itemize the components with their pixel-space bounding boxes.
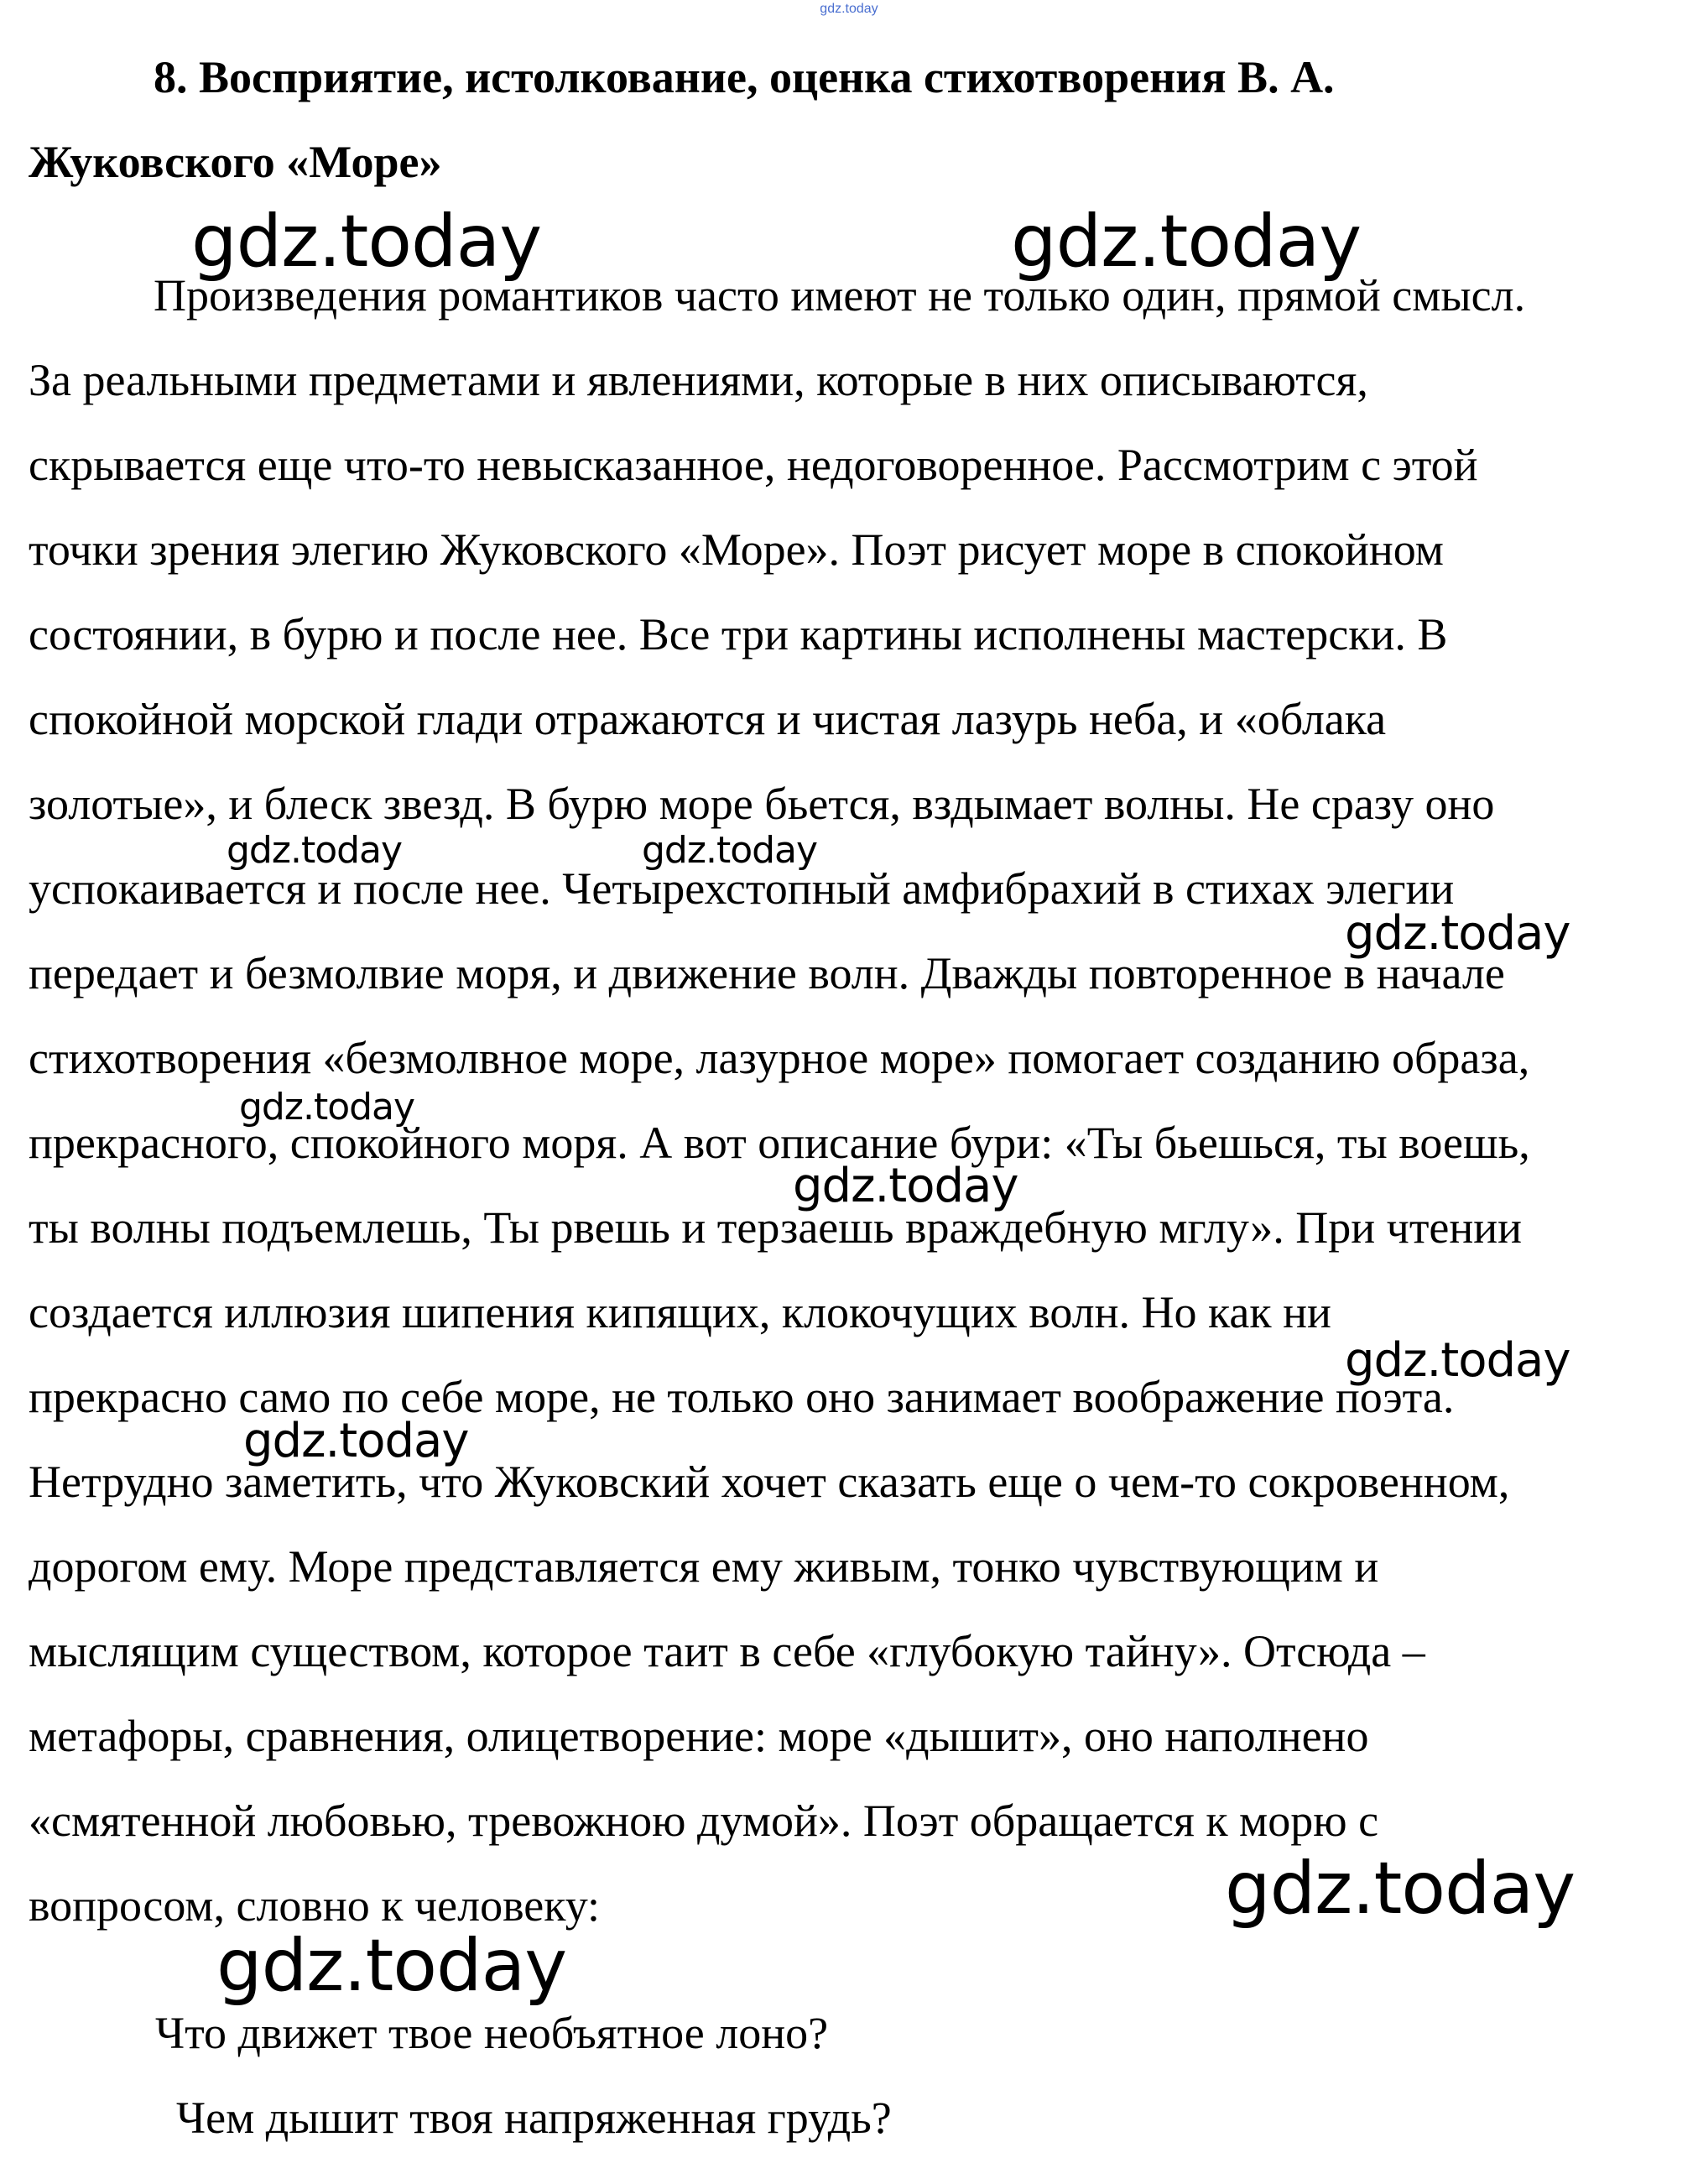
poem-line: Что движет твое необъятное лоно? xyxy=(155,2008,829,2058)
paragraph-line: метафоры, сравнения, олицетворение: море «дышит», оно наполнено xyxy=(29,1711,1369,1761)
paragraph-line: мыслящим существом, которое таит в себе «глубокую тайну». Отсюда – xyxy=(29,1626,1425,1676)
watermark: gdz.today xyxy=(216,1924,567,2008)
watermark: gdz.today xyxy=(1225,1847,1576,1931)
paragraph-line: прекрасно само по себе море, не только оно занимает воображение поэта. xyxy=(29,1372,1455,1422)
watermark: gdz.today xyxy=(642,829,818,872)
watermark: gdz.today xyxy=(227,829,403,872)
watermark: gdz.today xyxy=(239,1086,415,1128)
paragraph-line: спокойной морской глади отражаются и чистая лазурь неба, и «облака xyxy=(29,694,1387,744)
watermark: gdz.today xyxy=(793,1159,1018,1213)
poem-line: Чем дышит твоя напряженная грудь? xyxy=(176,2093,892,2143)
top-watermark: gdz.today xyxy=(820,2,878,16)
paragraph-line: вопросом, словно к человеку: xyxy=(29,1880,601,1931)
paragraph-line: «смятенной любовью, тревожною думой». Поэт обращается к морю с xyxy=(29,1796,1379,1846)
paragraph-line: точки зрения элегию Жуковского «Море». Поэт рисует море в спокойном xyxy=(29,524,1444,575)
watermark: gdz.today xyxy=(1345,1333,1570,1388)
paragraph-line: передает и безмолвие моря, и движение волн. Дважды повторенное в начале xyxy=(29,948,1505,998)
title-line-2: Жуковского «Море» xyxy=(29,137,442,187)
paragraph-line: золотые», и блеск звезд. В бурю море бьется, вздымает волны. Не сразу оно xyxy=(29,779,1495,829)
paragraph-line: Произведения романтиков часто имеют не только один, прямой смысл. xyxy=(154,270,1526,321)
watermark: gdz.today xyxy=(1345,906,1570,961)
paragraph-line: дорогом ему. Море представляется ему живым, тонко чувствующим и xyxy=(29,1541,1379,1592)
paragraph-line: ты волны подъемлешь, Ты рвешь и терзаешь враждебную мглу». При чтении xyxy=(29,1202,1523,1253)
paragraph-line: состоянии, в бурю и после нее. Все три картины исполнены мастерски. В xyxy=(29,609,1448,659)
paragraph-line: создается иллюзия шипения кипящих, клокочущих волн. Но как ни xyxy=(29,1287,1331,1337)
paragraph-line: скрывается еще что-то невысказанное, недоговоренное. Рассмотрим с этой xyxy=(29,440,1478,490)
watermark: gdz.today xyxy=(1011,200,1362,284)
paragraph-line: За реальными предметами и явлениями, которые в них описываются, xyxy=(29,355,1368,405)
watermark: gdz.today xyxy=(191,200,542,284)
paragraph-line: прекрасного, спокойного моря. А вот описание бури: «Ты бьешься, ты воешь, xyxy=(29,1118,1530,1168)
paragraph-line: стихотворения «безмолвное море, лазурное море» помогает созданию образа, xyxy=(29,1033,1530,1083)
paragraph-line: успокаивается и после нее. Четырехстопный амфибрахий в стихах элегии xyxy=(29,863,1455,914)
title-line-1: 8. Восприятие, истолкование, оценка стихотворения В. А. xyxy=(154,52,1335,102)
paragraph-line: Нетрудно заметить, что Жуковский хочет сказать еще о чем-то сокровенном, xyxy=(29,1457,1510,1507)
watermark: gdz.today xyxy=(243,1414,469,1468)
